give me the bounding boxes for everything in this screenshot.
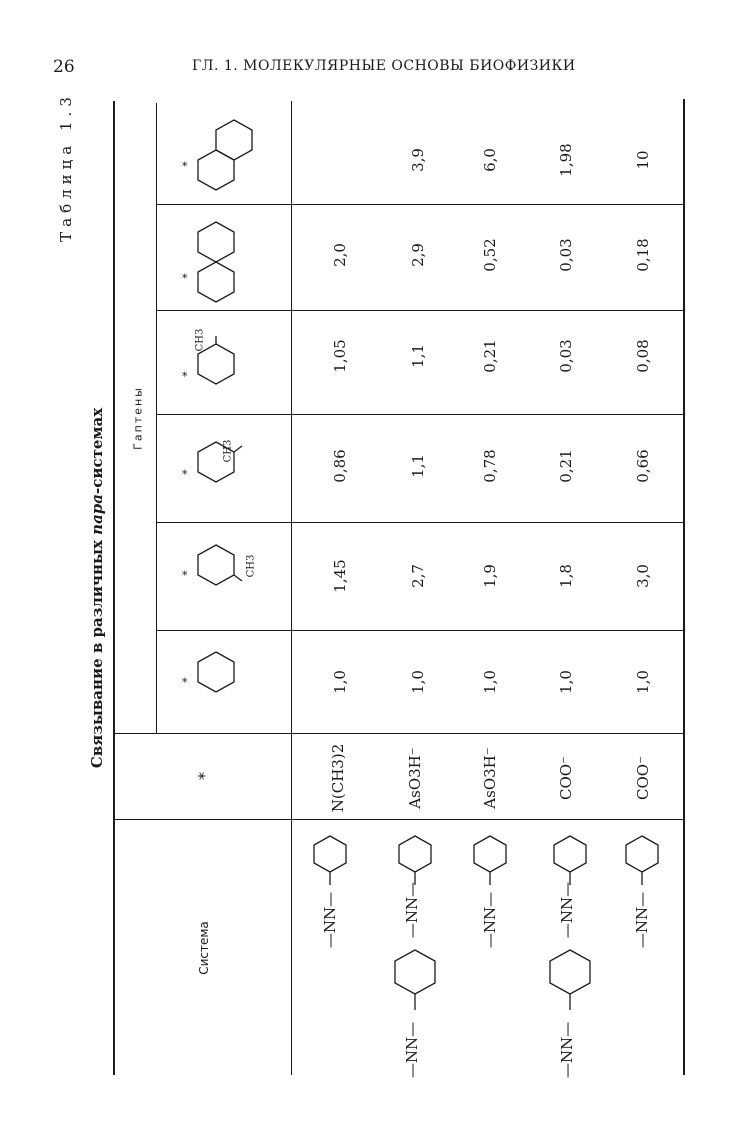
row-1-value-4: 1,05 [331, 339, 349, 373]
marker-divider [113, 733, 683, 734]
row-5-marker-group: COO⁻ [634, 756, 652, 800]
hapten-divider-2 [157, 522, 683, 523]
system-2-extra-linker: —NN— [403, 1021, 421, 1079]
table-rule-bottom [683, 99, 685, 1075]
page-number: 26 [53, 57, 75, 77]
row-4-value-3: 0,21 [557, 449, 575, 483]
row-1-value-2: 1,45 [331, 559, 349, 593]
hapten-benzene-icon [176, 640, 246, 720]
row-2-value-1: 1,0 [409, 670, 427, 694]
group-divider [156, 103, 157, 733]
row-2-marker-group: AsO3H⁻ [406, 747, 424, 809]
running-head: ГЛ. 1. МОЛЕКУЛЯРНЫЕ ОСНОВЫ БИОФИЗИКИ [192, 58, 576, 74]
row-4-value-1: 1,0 [557, 670, 575, 694]
col-marker-header: * [194, 772, 214, 780]
row-2-value-3: 1,1 [409, 454, 427, 478]
row-5-value-6: 10 [634, 150, 652, 170]
hapten-1-marker: * [182, 569, 188, 582]
hapten-ortho-methylbenzene-icon [176, 322, 266, 402]
row-1-value-1: 1,0 [331, 670, 349, 694]
system-5-linker: —NN— [633, 891, 651, 949]
row-3-value-4: 0,21 [481, 339, 499, 373]
row-3-value-2: 1,9 [481, 564, 499, 588]
row-4-value-4: 0,03 [557, 339, 575, 373]
table-title-italic: пара [88, 493, 106, 535]
row-3-value-5: 0,52 [481, 238, 499, 272]
hapten-meta-methylbenzene-icon [176, 430, 266, 510]
group-header-haptens: Гаптены [131, 386, 145, 450]
row-1-marker-group: N(CH3)2 [329, 743, 347, 813]
row-5-value-3: 0,66 [634, 449, 652, 483]
hapten-1-marker: * [182, 676, 188, 689]
hapten-5-marker: * [182, 160, 188, 173]
row-3-value-6: 6,0 [481, 148, 499, 172]
system-5-benzene-icon [612, 830, 672, 890]
system-1-linker: —NN— [321, 891, 339, 949]
row-2-value-5: 2,9 [409, 243, 427, 267]
system-3-linker: —NN— [481, 891, 499, 949]
row-2-value-6: 3,9 [409, 148, 427, 172]
table-label: Таблица 1.3 [57, 92, 75, 242]
row-3-value-3: 0,78 [481, 449, 499, 483]
hapten-4-marker: * [182, 272, 188, 285]
row-5-value-5: 0,18 [634, 238, 652, 272]
col-system-header: Система [197, 921, 211, 975]
hapten-divider-4 [157, 310, 683, 311]
header-divider [291, 101, 292, 1075]
system-2-linker: —NN— [403, 881, 421, 939]
row-5-value-1: 1,0 [634, 670, 652, 694]
hapten-divider-1 [157, 630, 683, 631]
table-title-before: Связывание в различных [88, 534, 106, 769]
hapten-2-substituent: CH3 [245, 554, 257, 578]
hapten-4-substituent: CH3 [194, 328, 206, 352]
row-1-value-5: 2,0 [331, 243, 349, 267]
row-5-value-4: 0,08 [634, 339, 652, 373]
hapten-3-substituent: CH3 [222, 439, 234, 463]
row-2-value-2: 2,7 [409, 564, 427, 588]
row-5-value-2: 3,0 [634, 564, 652, 588]
row-4-value-6: 1,98 [557, 143, 575, 177]
table-title-after: -системах [88, 407, 106, 494]
row-4-value-2: 1,8 [557, 564, 575, 588]
hapten-3-marker: * [182, 370, 188, 383]
system-3-benzene-icon [460, 830, 520, 890]
table-rule-top [113, 101, 115, 1075]
system-4-extra-linker: —NN— [558, 1021, 576, 1079]
row-3-value-1: 1,0 [481, 670, 499, 694]
hapten-2-marker: * [182, 468, 188, 481]
row-4-marker-group: COO⁻ [557, 756, 575, 800]
hapten-divider-3 [157, 414, 683, 415]
hapten-naphthalene-icon [176, 210, 266, 305]
system-4-linker: —NN— [558, 881, 576, 939]
system-divider [113, 819, 683, 820]
table-title [88, 408, 106, 768]
row-2-value-4: 1,1 [409, 344, 427, 368]
row-4-value-5: 0,03 [557, 238, 575, 272]
system-1-benzene-icon [300, 830, 360, 890]
row-1-value-3: 0,86 [331, 449, 349, 483]
row-3-marker-group: AsO3H⁻ [481, 747, 499, 809]
hapten-tetralin-icon [176, 110, 271, 205]
